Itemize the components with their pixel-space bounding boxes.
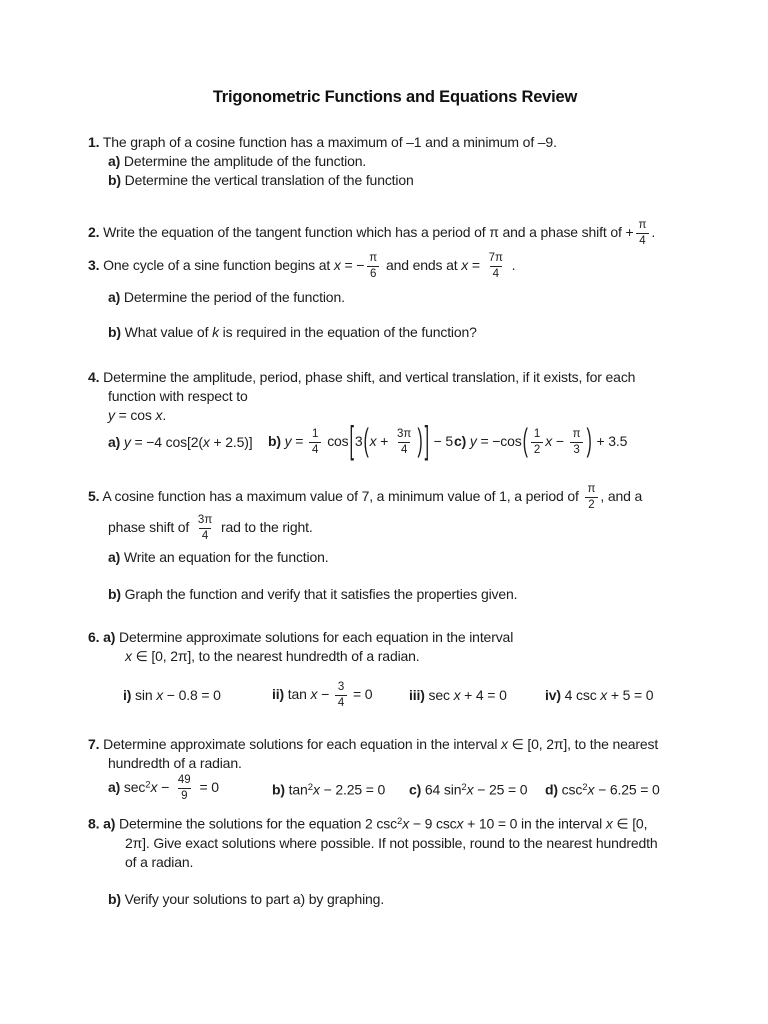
question-3 xyxy=(88,253,702,342)
q8-statement-line1: 8. a) Determine the solutions for the equation 2 $\csc^2x - 9$ cscx + 10 = 0 in the interval x ∈ [0, xyxy=(88,815,648,832)
question-1 xyxy=(88,133,702,190)
q4-equations-row xyxy=(108,420,702,462)
question-4 xyxy=(88,368,702,462)
question-8 xyxy=(88,812,702,909)
q7-equation-c: c) 64 $\sin^2x - 25 = 0$ xyxy=(409,781,528,798)
q4-equation-b: b) y = $\frac{1}{4}$ cos[3(x + $\frac{3\pi}{4}$ ) ] − 5 xyxy=(268,420,454,462)
q5-part-a: a) Write an equation for the function. xyxy=(108,549,329,565)
q3-part-a: a) Determine the period of the function. xyxy=(108,289,345,305)
page-title: Trigonometric Functions and Equations Review xyxy=(212,88,578,106)
q3-part-b: b) What value of k is required in the equation of the function? xyxy=(108,324,477,340)
q6-equation-iv: iv) 4 csc x + 5 = 0 xyxy=(545,687,654,703)
question-6 xyxy=(88,628,702,709)
q6-equation-iii: iii) sec x + 4 = 0 xyxy=(409,687,507,703)
q4-equation-a: a) y = −4 cos[2(x + 2.5)] xyxy=(108,434,253,450)
q6-equations-row xyxy=(123,682,702,709)
q7-equation-d: d) $\csc^2x - 6.25 = 0$ xyxy=(545,781,660,798)
q6-equation-ii: ii) tan x − $\frac{3}{4}$ = 0 xyxy=(272,681,373,709)
q7-equations-row xyxy=(108,775,702,802)
q4-statement-line2: function with respect to xyxy=(108,388,248,404)
q5-statement-line2: phase shift of $\frac{3\pi}{4}$ rad to the right. xyxy=(108,514,313,542)
q1-part-a: a) Determine the amplitude of the function. xyxy=(108,153,367,169)
q1-part-b: b) Determine the vertical translation of the function xyxy=(108,172,414,188)
q7-equation-a: a) $\sec^2x$ − $\frac{49}{9}$ = 0 xyxy=(108,774,219,802)
question-5 xyxy=(88,484,702,604)
q7-statement-line2: hundredth of a radian. xyxy=(108,755,242,771)
question-2 xyxy=(88,220,702,247)
q8-statement-line2: 2π]. Give exact solutions where possible. If not possible, round to the nearest hundredth xyxy=(125,834,658,851)
q4-reference-function: y = cos x. xyxy=(108,407,167,423)
q2-statement: 2. Write the equation of the tangent function which has a period of π and a phase shift of + $\frac{\pi}{4}$ . xyxy=(88,219,656,247)
q5-part-b: b) Graph the function and verify that it satisfies the properties given. xyxy=(108,586,518,602)
q4-statement-line1: 4. Determine the amplitude, period, phase shift, and vertical translation, if it exists, for each xyxy=(88,369,636,385)
q8-part-b: b) Verify your solutions to part a) by graphing. xyxy=(108,890,385,907)
q6-statement-line2: x ∈ [0, 2π], to the nearest hundredth of a radian. xyxy=(125,648,420,664)
question-7 xyxy=(88,735,702,802)
q6-statement-line1: 6. a) Determine approximate solutions for each equation in the interval xyxy=(88,629,514,645)
q8-statement-line3: of a radian. xyxy=(125,853,194,870)
q3-statement: 3. One cycle of a sine function begins at x = − $\frac{\pi}{6}$ and ends at x = $\frac{7\pi}{4}$ . xyxy=(88,252,516,280)
q1-statement: 1. The graph of a cosine function has a maximum of –1 and a minimum of –9. xyxy=(88,134,557,150)
q6-equation-i: i) sin x − 0.8 = 0 xyxy=(123,687,221,703)
q7-statement-line1: 7. Determine approximate solutions for each equation in the interval x ∈ [0, 2π], to the nearest xyxy=(88,736,659,752)
q5-statement-line1: 5. A cosine function has a maximum value of 7, a minimum value of 1, a period of $\frac{\pi}{2}$ , and a xyxy=(88,483,643,511)
q7-equation-b: b) $\tan^2x - 2.25 = 0$ xyxy=(272,781,386,798)
q4-equation-c: c) y = −cos( $\frac{1}{2}$ x − $\frac{\pi}{3}$ ) + 3.5 xyxy=(454,424,628,459)
